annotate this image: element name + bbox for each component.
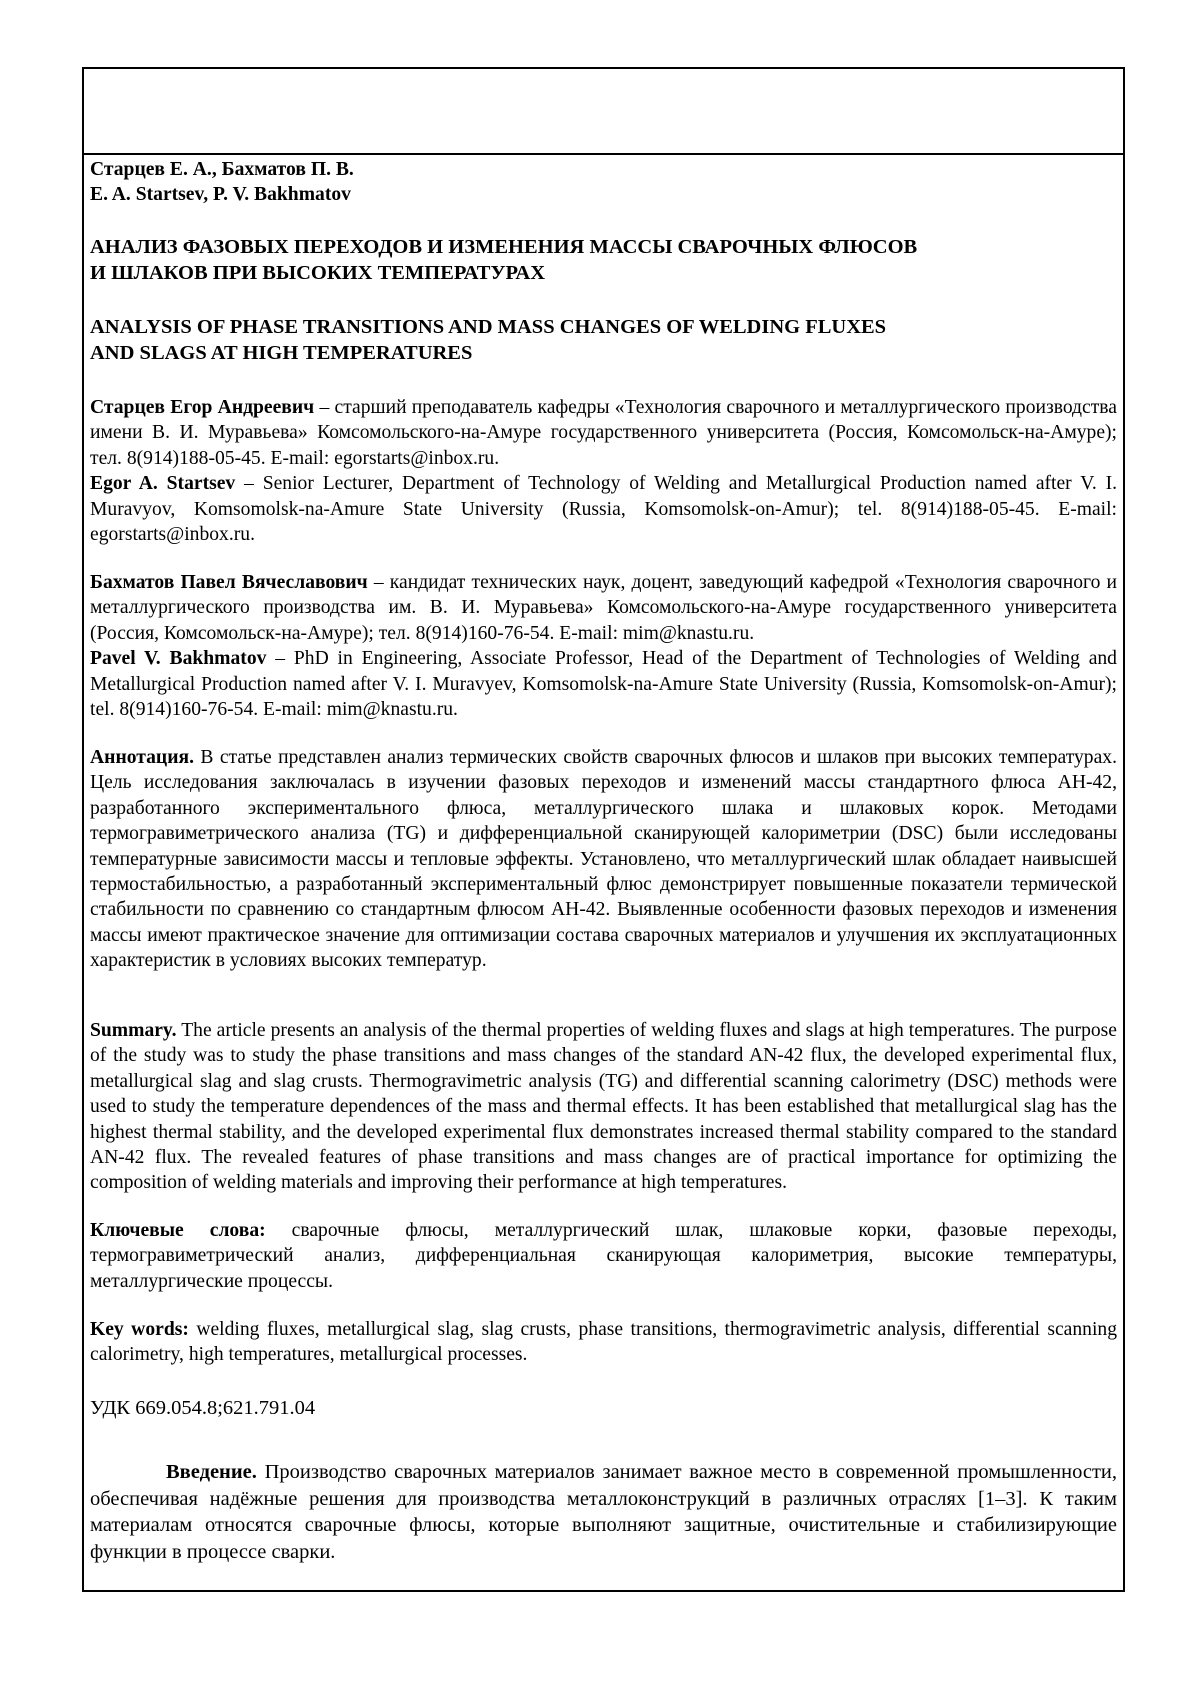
title-ru-line-2: И ШЛАКОВ ПРИ ВЫСОКИХ ТЕМПЕРАТУРАХ bbox=[90, 262, 546, 284]
author-name: Pavel V. Bakhmatov bbox=[90, 648, 267, 670]
authors-ru: Старцев Е. А., Бахматов П. В. bbox=[90, 159, 354, 180]
author-info-startsev bbox=[90, 395, 1117, 547]
author-name: Старцев Егор Андреевич bbox=[90, 397, 315, 418]
article-body bbox=[90, 155, 1117, 1590]
keywords-en bbox=[90, 1317, 1117, 1368]
keywords-en-text: welding fluxes, metallurgical slag, slag crusts, phase transitions, thermogravimetric analysis, differential scanning calorimetry, high temperatures, metallurgical processes. bbox=[90, 1319, 1118, 1366]
abstract-ru-label: Аннотация. bbox=[90, 747, 195, 768]
author-details: – кандидат технических наук, доцент, заведующий кафедрой «Технология сварочного и металлургического производства им. В. И. Муравьева» Комсомольского-на-Амуре государственного университета (Россия, Комсомольск-на-Амуре); тел. 8(914)160-76-54. E-mail: mim@knastu.ru. bbox=[90, 572, 1117, 644]
author-info-bakhmatov bbox=[90, 570, 1117, 722]
title-en bbox=[90, 314, 1117, 366]
title-en-line-2: AND SLAGS AT HIGH TEMPERATURES bbox=[90, 342, 473, 364]
title-ru bbox=[90, 234, 1117, 286]
author-info-en bbox=[90, 471, 1117, 547]
page-frame bbox=[82, 67, 1125, 1592]
title-en-line-1: ANALYSIS OF PHASE TRANSITIONS AND MASS CHANGES OF WELDING FLUXES bbox=[90, 316, 887, 338]
author-name: Бахматов Павел Вячеславович bbox=[90, 572, 368, 593]
abstract-en-text: The article presents an analysis of the thermal properties of welding fluxes and slags at high temperatures. The purpose of the study was to study the phase transitions and mass changes of the standard AN-42 flux, the developed experimental flux, metallurgical slag and slag crusts. Thermogravimetric analysis (TG) and differential scanning calorimetry (DSC) methods were used to study the temperature dependences of the mass and thermal effects. It has been established that metallurgical slag has the highest thermal stability, and the developed experimental flux demonstrates increased thermal stability compared to the standard AN-42 flux. The revealed features of phase transitions and mass changes are of practical importance for optimizing the composition of welding materials and improving their performance at high temperatures. bbox=[90, 1020, 1117, 1194]
abstract-en-label: Summary. bbox=[90, 1020, 177, 1041]
keywords-ru-label: Ключевые слова: bbox=[90, 1220, 266, 1241]
author-info-ru bbox=[90, 395, 1117, 471]
keywords-en-label: Key words: bbox=[90, 1319, 189, 1340]
authors-block bbox=[90, 157, 1117, 208]
introduction-label: Введение. bbox=[166, 1461, 257, 1483]
abstract-ru bbox=[90, 745, 1117, 974]
abstract-en bbox=[90, 1018, 1117, 1196]
keywords-ru bbox=[90, 1218, 1117, 1294]
keywords-ru-text: сварочные флюсы, металлургический шлак, шлаковые корки, фазовые переходы, термогравиметрический анализ, дифференциальная сканирующая калориметрия, высокие температуры, металлургические процессы. bbox=[90, 1220, 1117, 1292]
author-details: – PhD in Engineering, Associate Professor, Head of the Department of Technologies of Welding and Metallurgical Production named after V. I. Muravyev, Komsomolsk-na-Amure State University (Russia, Komsomolsk-on-Amur); tel. 8(914)160-76-54. E-mail: mim@knastu.ru. bbox=[90, 648, 1117, 721]
author-details: – Senior Lecturer, Department of Technology of Welding and Metallurgical Production named after V. I. Muravyov, Komsomolsk-na-Amure State University (Russia, Komsomolsk-on-Amur); tel. 8(914)188-05-45. E-mail: egorstarts@inbox.ru. bbox=[90, 473, 1117, 546]
author-info-en bbox=[90, 646, 1117, 722]
introduction bbox=[90, 1459, 1117, 1565]
running-header-area bbox=[84, 69, 1123, 155]
introduction-text: Производство сварочных материалов занимает важное место в современной промышленности, обеспечивая надёжные решения для производства металлоконструкций в различных отраслях [1–3]. К таким материалам относятся сварочные флюсы, которые выполняют защитные, очистительные и стабилизирующие функции в процессе сварки. bbox=[90, 1461, 1117, 1563]
author-name: Egor A. Startsev bbox=[90, 473, 236, 495]
authors-en: E. A. Startsev, P. V. Bakhmatov bbox=[90, 184, 351, 206]
udc-code: УДК 669.054.8;621.791.04 bbox=[90, 1397, 316, 1419]
author-details: – старший преподаватель кафедры «Технология сварочного и металлургического производства имени В. И. Муравьева» Комсомольского-на-Амуре государственного университета (Россия, Комсомольск-на-Амуре); тел. 8(914)188-05-45. E-mail: egorstarts@inbox.ru. bbox=[90, 397, 1117, 469]
title-ru-line-1: АНАЛИЗ ФАЗОВЫХ ПЕРЕХОДОВ И ИЗМЕНЕНИЯ МАССЫ СВАРОЧНЫХ ФЛЮСОВ bbox=[90, 236, 918, 258]
author-info-ru bbox=[90, 570, 1117, 646]
abstract-ru-text: В статье представлен анализ термических свойств сварочных флюсов и шлаков при высоких температурах. Цель исследования заключалась в изучении фазовых переходов и изменений массы стандартного флюса АН-42, разработанного экспериментального флюса, металлургического шлака и шлаковых корок. Методами термогравиметрического анализа (TG) и дифференциальной сканирующей калориметрии (DSC) были исследованы температурные зависимости массы и тепловые эффекты. Установлено, что металлургический шлак обладает наивысшей термостабильностью, а разработанный экспериментальный флюс демонстрирует повышенные показатели термической стабильности по сравнению со стандартным флюсом АН-42. Выявленные особенности фазовых переходов и изменения массы имеют практическое значение для оптимизации состава сварочных материалов и улучшения их эксплуатационных характеристик в условиях высоких температур. bbox=[90, 747, 1117, 972]
